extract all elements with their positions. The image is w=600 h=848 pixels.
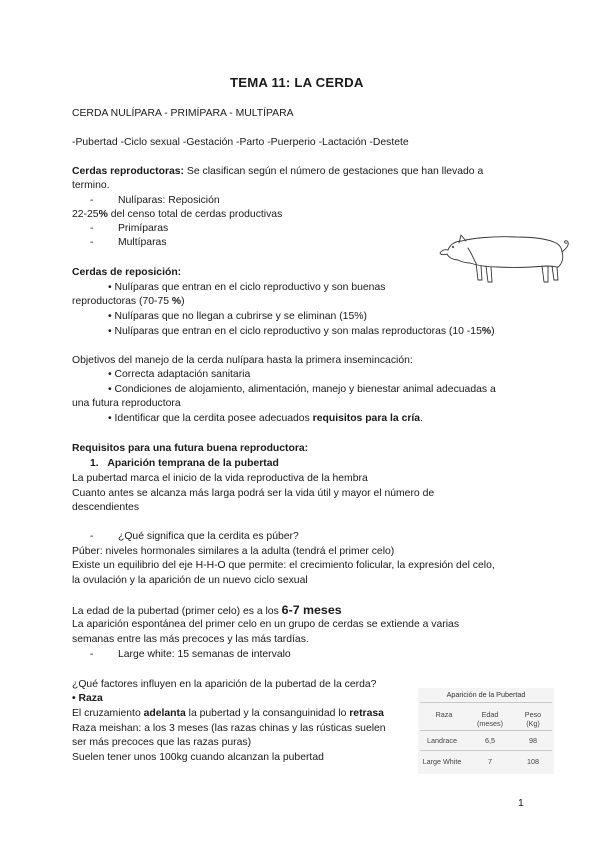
table-divider xyxy=(420,750,552,751)
table-cell: 98 xyxy=(529,736,537,745)
censo-text: del censo total de cerdas productivas xyxy=(107,209,283,220)
table-cell: 108 xyxy=(527,757,539,766)
table-header-edad-unit: (meses) xyxy=(477,719,503,728)
objetivos-b3b: requisitos para la cría xyxy=(312,413,421,424)
requisitos-heading-text: Requisitos para una futura buena reproductora: xyxy=(72,443,309,454)
page-title: TEMA 11: LA CERDA xyxy=(230,75,364,90)
pig-illustration xyxy=(438,222,572,292)
reposicion-b3-pct: % xyxy=(481,326,492,337)
requisitos-sub: Aparición temprana de la pubertad xyxy=(107,458,279,469)
list-item-text: Primíparas xyxy=(118,223,169,234)
requisitos-line-3: descendientes xyxy=(72,502,140,513)
objetivos-bullet-3 xyxy=(108,412,423,426)
factores-question: ¿Qué factores influyen en la aparición de la pubertad de la cerda? xyxy=(72,679,377,690)
table-header-raza: Raza xyxy=(435,710,453,719)
reproductoras-heading: Cerdas reproductoras: xyxy=(72,166,185,177)
objetivos-b3a: • Identificar que la cerdita posee adecuados xyxy=(108,413,313,424)
list-item xyxy=(90,530,299,544)
requisitos-line-7 xyxy=(72,603,342,619)
requisitos-line-8: La aparición espontánea del primer celo en un grupo de cerdas se extiende a varias xyxy=(72,619,460,630)
requisitos-num: 1. xyxy=(90,458,99,469)
table-divider xyxy=(420,730,552,731)
reposicion-b1b: reproductoras (70-75 xyxy=(72,296,172,307)
reposicion-b3c: ) xyxy=(491,326,495,337)
list-item xyxy=(90,236,167,250)
page-number: 1 xyxy=(518,798,524,809)
requisitos-l10: Large white: 15 semanas de intervalo xyxy=(118,649,291,660)
requisitos-l7a: La edad de la pubertad (primer celo) es a los xyxy=(72,606,282,617)
reproductoras-text-2: termino. xyxy=(72,180,110,191)
reposicion-b1c: ) xyxy=(181,296,185,307)
factores-l1b: adelanta xyxy=(143,708,186,719)
requisitos-line-9: semanas entre las más precoces y las más tardías. xyxy=(72,634,309,645)
table-header-peso: Peso xyxy=(524,710,542,719)
list-item-text: Multíparas xyxy=(118,237,167,248)
reproductoras-line xyxy=(72,165,483,179)
factores-line-1 xyxy=(72,707,384,721)
requisitos-line-1: La pubertad marca el inicio de la vida reproductiva de la hembra xyxy=(72,473,368,484)
requisitos-l7b: 6-7 meses xyxy=(281,603,342,617)
reposicion-b3a: • Nulíparas que entran en el ciclo reproductivo y son malas reproductoras (10 -15 xyxy=(108,326,482,337)
table-cell: 7 xyxy=(488,757,492,766)
censo-pct-sign: % xyxy=(98,209,108,220)
dash-marker: - xyxy=(90,237,94,248)
reproductoras-text: Se clasifican según el número de gestaciones que han llevado a xyxy=(184,166,484,177)
requisitos-question: ¿Qué significa que la cerdita es púber? xyxy=(118,531,299,542)
subtitle: CERDA NULÍPARA - PRIMÍPARA - MULTÍPARA xyxy=(72,108,294,119)
reposicion-b1-pct: % xyxy=(171,296,182,307)
table-cell: Landrace xyxy=(427,736,457,745)
dash-marker: - xyxy=(90,223,94,234)
objetivos-bullet-2-cont: una futura reproductora xyxy=(72,398,181,409)
factores-raza xyxy=(72,692,103,706)
pubertad-table xyxy=(418,688,554,774)
dash-marker: - xyxy=(90,649,94,660)
list-item-text: Nulíparas: Reposición xyxy=(118,195,220,206)
table-header-peso-unit: (Kg) xyxy=(526,719,540,728)
reposicion-bullet-1: • Nulíparas que entran en el ciclo reproductivo y son buenas xyxy=(108,282,386,293)
table-caption: Aparición de la Pubertad xyxy=(446,690,526,699)
objetivos-intro: Objetivos del manejo de la cerda nulípara hasta la primera insemincación: xyxy=(72,355,413,366)
requisitos-line-6: la ovulación y la aparición de un nuevo ciclo sexual xyxy=(72,575,308,586)
reposicion-bullet-1-cont xyxy=(72,295,185,309)
dash-marker: - xyxy=(90,195,94,206)
list-item xyxy=(90,194,220,208)
table-cell: 6,5 xyxy=(485,736,495,745)
factores-line-2: Raza meishan: a los 3 meses (las razas chinas y las rústicas suelen xyxy=(72,723,386,734)
reposicion-bullet-2: • Nulíparas que no llegan a cubrirse y se eliminan (15%) xyxy=(108,311,367,322)
objetivos-bullet-1: • Correcta adaptación sanitaria xyxy=(108,369,251,380)
reposicion-heading-text: Cerdas de reposición: xyxy=(72,267,182,278)
requisitos-line-4: Púber: niveles hormonales similares a la adulta (tendrá el primer celo) xyxy=(72,546,395,557)
factores-l1c: la pubertad y la consanguinidad lo xyxy=(185,708,350,719)
censo-line xyxy=(72,208,282,222)
table-cell: Large White xyxy=(422,757,462,766)
phases-list: -Pubertad -Ciclo sexual -Gestación -Parto -Puerperio -Lactación -Destete xyxy=(72,137,409,148)
requisitos-subheading xyxy=(90,457,279,471)
objetivos-bullet-2: • Condiciones de alojamiento, alimentación, manejo y bienestar animal adecuadas a xyxy=(108,384,496,395)
requisitos-line-2: Cuanto antes se alcanza más larga podrá ser la vida útil y mayor el número de xyxy=(72,488,435,499)
requisitos-line-5: Existe un equilibrio del eje H-H-O que permite: el crecimiento folicular, la expresión del celo, xyxy=(72,560,495,571)
table-header-edad: Edad xyxy=(481,710,499,719)
table-divider xyxy=(420,702,552,703)
factores-raza-text: • Raza xyxy=(72,693,103,704)
list-item xyxy=(90,222,168,236)
factores-l1d: retrasa xyxy=(349,708,384,719)
reposicion-heading xyxy=(72,266,181,280)
censo-pct: 22-25 xyxy=(72,209,99,220)
objetivos-b3c: . xyxy=(420,413,423,424)
list-item xyxy=(90,648,291,662)
requisitos-heading xyxy=(72,442,308,456)
factores-l1a: El cruzamiento xyxy=(72,708,144,719)
factores-line-4: Suelen tener unos 100kg cuando alcanzan la pubertad xyxy=(72,752,324,763)
factores-line-3: ser más precoces que las razas puras) xyxy=(72,737,252,748)
reposicion-bullet-3 xyxy=(108,325,495,339)
dash-marker: - xyxy=(90,531,94,542)
